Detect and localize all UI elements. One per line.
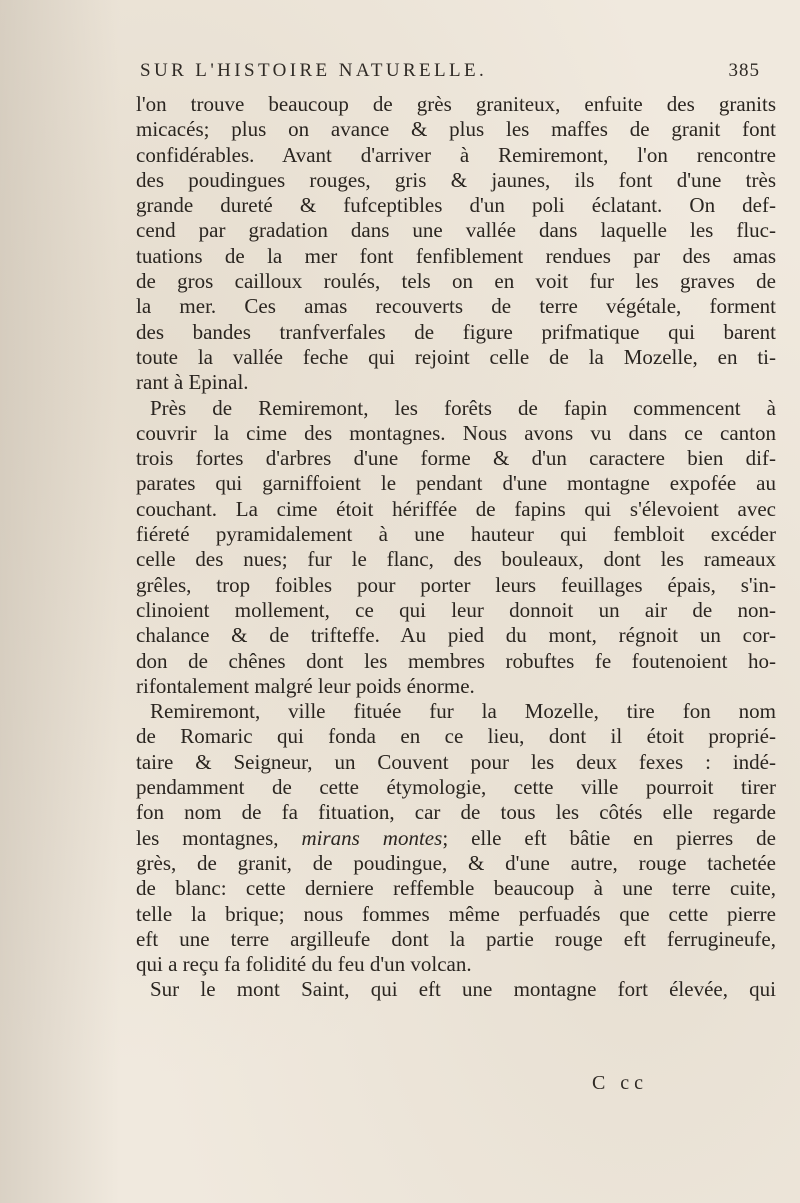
page-gutter-shadow (0, 0, 120, 1203)
text-line: don de chênes dont les membres robuftes fe foutenoient ho- (136, 648, 776, 673)
text-line: qui a reçu fa folidité du feu d'un volcan. (136, 952, 472, 977)
text-line: tuations de la mer font fenfiblement rendues par des amas (136, 243, 776, 268)
text-line: cend par gradation dans une vallée dans laquelle les fluc- (136, 218, 776, 243)
text-line: celle des nues; fur le flanc, des bouleaux, dont les rameaux (136, 547, 776, 572)
text-line: fon nom de fa fituation, car de tous les côtés elle regarde (136, 800, 776, 825)
text-line: grès, de granit, de poudingue, & d'une autre, rouge tachetée (136, 850, 776, 875)
text-line: telle la brique; nous fommes même perfuadés que cette pierre (136, 901, 776, 926)
text-line: chalance & de trifteffe. Au pied du mont, régnoit un cor- (136, 623, 776, 648)
text-line: confidérables. Avant d'arriver à Remiremont, l'on rencontre (136, 142, 776, 167)
body-text (136, 92, 776, 1003)
text-line: des bandes tranfverfales de figure prifmatique qui barent (136, 319, 776, 344)
text-line: couvrir la cime des montagnes. Nous avons vu dans ce canton (136, 420, 776, 445)
text-line: de Romaric qui fonda en ce lieu, dont il étoit proprié- (136, 724, 776, 749)
text-line: toute la vallée feche qui rejoint celle de la Mozelle, en ti- (136, 344, 776, 369)
signature-text: C cc (591, 1072, 649, 1094)
text-line: pendamment de cette étymologie, cette ville pourroit tirer (136, 775, 776, 800)
text-line: clinoient mollement, ce qui leur donnoit un air de non- (136, 597, 776, 622)
signature-mark (0, 1072, 800, 1095)
text-line: rant à Epinal. (136, 370, 249, 395)
page-number: 385 (728, 60, 760, 81)
text-line: micacés; plus on avance & plus les maffes de granit font (136, 117, 776, 142)
text-line: l'on trouve beaucoup de grès graniteux, enfuite des granits (136, 92, 776, 116)
text-line: rifontalement malgré leur poids énorme. (136, 673, 475, 698)
text-line: grêles, trop foibles pour porter leurs feuillages épais, s'in- (136, 572, 776, 597)
text-line: de blanc: cette derniere reffemble beaucoup à une terre cuite, (136, 876, 776, 901)
latin-phrase: mirans montes (301, 825, 443, 850)
page-header (140, 60, 760, 88)
text-line: la mer. Ces amas recouverts de terre végétale, forment (136, 294, 776, 319)
text-line: de gros cailloux roulés, tels on en voit fur les graves de (136, 269, 776, 294)
text-line: trois fortes d'arbres d'une forme & d'un caractere bien dif- (136, 446, 776, 471)
running-head: SUR L'HISTOIRE NATURELLE. (140, 60, 488, 81)
text-line: parates qui garniffoient le pendant d'une montagne expofée au (136, 471, 776, 496)
text-line: Remiremont, ville fituée fur la Mozelle, tire fon nom (150, 699, 776, 724)
text-line: Près de Remiremont, les forêts de fapin commencent à (150, 395, 776, 420)
text-line: des poudingues rouges, gris & jaunes, ils font d'une très (136, 167, 776, 192)
text-line: les montagnes, mirans montes; elle eft bâtie en pierres de (136, 825, 776, 850)
text-line: grande dureté & fufceptibles d'un poli éclatant. On def- (136, 193, 776, 218)
text-line: fiéreté pyramidalement à une hauteur qui fembloit excéder (136, 522, 776, 547)
text-line: eft une terre argilleufe dont la partie rouge eft ferrugineufe, (136, 926, 776, 951)
text-line: couchant. La cime étoit hériffée de fapins qui s'élevoient avec (136, 496, 776, 521)
text-line: Sur le mont Saint, qui eft une montagne fort élevée, qui (150, 977, 776, 1002)
text-line: taire & Seigneur, un Couvent pour les deux fexes : indé- (136, 749, 776, 774)
